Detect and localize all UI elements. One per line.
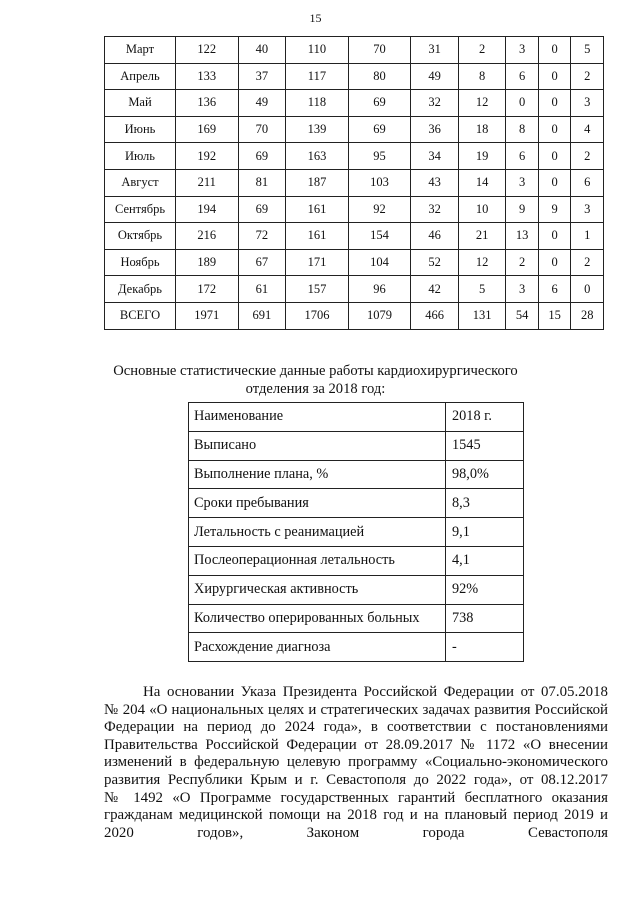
value-cell: 36 [411, 116, 459, 143]
value-cell: 49 [411, 63, 459, 90]
paragraph-line: изменений в федеральную целевую программу «Социально-экономического [104, 754, 608, 771]
value-cell: 2 [571, 249, 604, 276]
value-cell: 0 [538, 116, 571, 143]
value-cell: 42 [411, 276, 459, 303]
value-cell: 3 [506, 169, 539, 196]
value-cell: 32 [411, 90, 459, 117]
month-cell: Май [105, 90, 176, 117]
value-cell: 194 [176, 196, 239, 223]
table-row [105, 63, 604, 90]
table-row [105, 302, 604, 329]
value-cell: 0 [571, 276, 604, 303]
value-cell: 2 [571, 143, 604, 170]
value-cell: 8 [458, 63, 506, 90]
monthly-stats-table [104, 36, 604, 330]
indicator-name-cell: Наименование [189, 403, 446, 432]
section-caption [0, 362, 631, 398]
indicator-value-cell: 8,3 [446, 489, 524, 518]
indicator-value-cell: 98,0% [446, 460, 524, 489]
value-cell: 3 [571, 196, 604, 223]
value-cell: 96 [348, 276, 411, 303]
indicator-name-cell: Расхождение диагноза [189, 633, 446, 662]
value-cell: 12 [458, 90, 506, 117]
value-cell: 5 [571, 37, 604, 64]
table-row [105, 143, 604, 170]
value-cell: 154 [348, 223, 411, 250]
legal-basis-paragraph [104, 684, 608, 842]
value-cell: 8 [506, 116, 539, 143]
value-cell: 10 [458, 196, 506, 223]
table-row [189, 518, 524, 547]
table-row [189, 431, 524, 460]
value-cell: 2 [458, 37, 506, 64]
value-cell: 6 [506, 63, 539, 90]
value-cell: 0 [506, 90, 539, 117]
table-row [189, 460, 524, 489]
value-cell: 1 [571, 223, 604, 250]
value-cell: 95 [348, 143, 411, 170]
month-cell: Декабрь [105, 276, 176, 303]
indicator-value-cell: 92% [446, 575, 524, 604]
value-cell: 117 [286, 63, 349, 90]
value-cell: 43 [411, 169, 459, 196]
paragraph-line: гражданам медицинской помощи на 2018 год и на плановый период 2019 и [104, 807, 608, 824]
stats-table-body [189, 403, 524, 662]
value-cell: 5 [458, 276, 506, 303]
value-cell: 13 [506, 223, 539, 250]
value-cell: 1706 [286, 302, 349, 329]
value-cell: 136 [176, 90, 239, 117]
value-cell: 3 [571, 90, 604, 117]
value-cell: 0 [538, 90, 571, 117]
value-cell: 0 [538, 37, 571, 64]
cardiac-stats-table [188, 402, 524, 662]
value-cell: 139 [286, 116, 349, 143]
value-cell: 69 [238, 143, 286, 170]
paragraph-line: развития Республики Крым и г. Севастополя до 2022 года», от 08.12.2017 [104, 771, 608, 788]
month-cell: Август [105, 169, 176, 196]
value-cell: 49 [238, 90, 286, 117]
value-cell: 0 [538, 63, 571, 90]
indicator-name-cell: Выполнение плана, % [189, 460, 446, 489]
table-row [105, 37, 604, 64]
paragraph-line: Федерации на период до 2024 года», в соответствии с постановлениями [104, 719, 608, 736]
indicator-value-cell: 4,1 [446, 546, 524, 575]
table-row [189, 489, 524, 518]
value-cell: 70 [238, 116, 286, 143]
table-row [105, 169, 604, 196]
value-cell: 3 [506, 37, 539, 64]
value-cell: 28 [571, 302, 604, 329]
value-cell: 3 [506, 276, 539, 303]
table-row [105, 276, 604, 303]
value-cell: 9 [506, 196, 539, 223]
month-cell: Июнь [105, 116, 176, 143]
value-cell: 67 [238, 249, 286, 276]
value-cell: 4 [571, 116, 604, 143]
value-cell: 6 [571, 169, 604, 196]
value-cell: 21 [458, 223, 506, 250]
table-row [105, 249, 604, 276]
value-cell: 80 [348, 63, 411, 90]
indicator-value-cell: 738 [446, 604, 524, 633]
month-cell: Июль [105, 143, 176, 170]
value-cell: 12 [458, 249, 506, 276]
value-cell: 92 [348, 196, 411, 223]
value-cell: 31 [411, 37, 459, 64]
indicator-value-cell: 2018 г. [446, 403, 524, 432]
month-cell: Март [105, 37, 176, 64]
value-cell: 46 [411, 223, 459, 250]
value-cell: 40 [238, 37, 286, 64]
value-cell: 118 [286, 90, 349, 117]
value-cell: 6 [538, 276, 571, 303]
indicator-name-cell: Хирургическая активность [189, 575, 446, 604]
caption-line-1: Основные статистические данные работы кардиохирургического [113, 363, 518, 379]
value-cell: 216 [176, 223, 239, 250]
paragraph-line: № 204 «О национальных целях и стратегических задачах развития Российской [104, 701, 608, 718]
value-cell: 466 [411, 302, 459, 329]
value-cell: 14 [458, 169, 506, 196]
month-cell: Сентябрь [105, 196, 176, 223]
indicator-name-cell: Выписано [189, 431, 446, 460]
value-cell: 70 [348, 37, 411, 64]
value-cell: 189 [176, 249, 239, 276]
value-cell: 211 [176, 169, 239, 196]
value-cell: 2 [571, 63, 604, 90]
table-row [189, 633, 524, 662]
value-cell: 69 [348, 116, 411, 143]
value-cell: 187 [286, 169, 349, 196]
value-cell: 19 [458, 143, 506, 170]
value-cell: 131 [458, 302, 506, 329]
value-cell: 18 [458, 116, 506, 143]
table-row [105, 116, 604, 143]
indicator-name-cell: Сроки пребывания [189, 489, 446, 518]
value-cell: 172 [176, 276, 239, 303]
value-cell: 0 [538, 169, 571, 196]
value-cell: 69 [348, 90, 411, 117]
paragraph-line: № 1492 «О Программе государственных гарантий бесплатного оказания [104, 789, 608, 806]
value-cell: 54 [506, 302, 539, 329]
value-cell: 110 [286, 37, 349, 64]
table-row [189, 604, 524, 633]
paragraph-line: Правительства Российской Федерации от 28.09.2017 № 1172 «О внесении [104, 736, 608, 753]
value-cell: 1971 [176, 302, 239, 329]
month-cell: Октябрь [105, 223, 176, 250]
value-cell: 52 [411, 249, 459, 276]
table-row [105, 196, 604, 223]
value-cell: 161 [286, 223, 349, 250]
paragraph-line: На основании Указа Президента Российской Федерации от 07.05.2018 [143, 684, 608, 700]
table-row [189, 546, 524, 575]
value-cell: 0 [538, 249, 571, 276]
value-cell: 171 [286, 249, 349, 276]
indicator-value-cell: 9,1 [446, 518, 524, 547]
value-cell: 192 [176, 143, 239, 170]
value-cell: 161 [286, 196, 349, 223]
value-cell: 81 [238, 169, 286, 196]
value-cell: 0 [538, 223, 571, 250]
indicator-name-cell: Количество оперированных больных [189, 604, 446, 633]
indicator-name-cell: Послеоперационная летальность [189, 546, 446, 575]
table-row [189, 575, 524, 604]
monthly-table-body [105, 37, 604, 330]
value-cell: 32 [411, 196, 459, 223]
value-cell: 0 [538, 143, 571, 170]
value-cell: 9 [538, 196, 571, 223]
value-cell: 103 [348, 169, 411, 196]
value-cell: 691 [238, 302, 286, 329]
value-cell: 163 [286, 143, 349, 170]
caption-line-2: отделения за 2018 год: [245, 381, 386, 397]
value-cell: 72 [238, 223, 286, 250]
value-cell: 2 [506, 249, 539, 276]
indicator-value-cell: - [446, 633, 524, 662]
page-number: 15 [309, 11, 322, 25]
table-row [189, 403, 524, 432]
table-row [105, 90, 604, 117]
value-cell: 34 [411, 143, 459, 170]
indicator-name-cell: Летальность с реанимацией [189, 518, 446, 547]
value-cell: 169 [176, 116, 239, 143]
month-cell: Апрель [105, 63, 176, 90]
month-cell: ВСЕГО [105, 302, 176, 329]
table-row [105, 223, 604, 250]
value-cell: 6 [506, 143, 539, 170]
value-cell: 69 [238, 196, 286, 223]
value-cell: 157 [286, 276, 349, 303]
month-cell: Ноябрь [105, 249, 176, 276]
value-cell: 133 [176, 63, 239, 90]
value-cell: 61 [238, 276, 286, 303]
value-cell: 104 [348, 249, 411, 276]
value-cell: 1079 [348, 302, 411, 329]
value-cell: 122 [176, 37, 239, 64]
value-cell: 37 [238, 63, 286, 90]
paragraph-line: 2020 годов», Законом города Севастополя [104, 824, 608, 841]
value-cell: 15 [538, 302, 571, 329]
indicator-value-cell: 1545 [446, 431, 524, 460]
